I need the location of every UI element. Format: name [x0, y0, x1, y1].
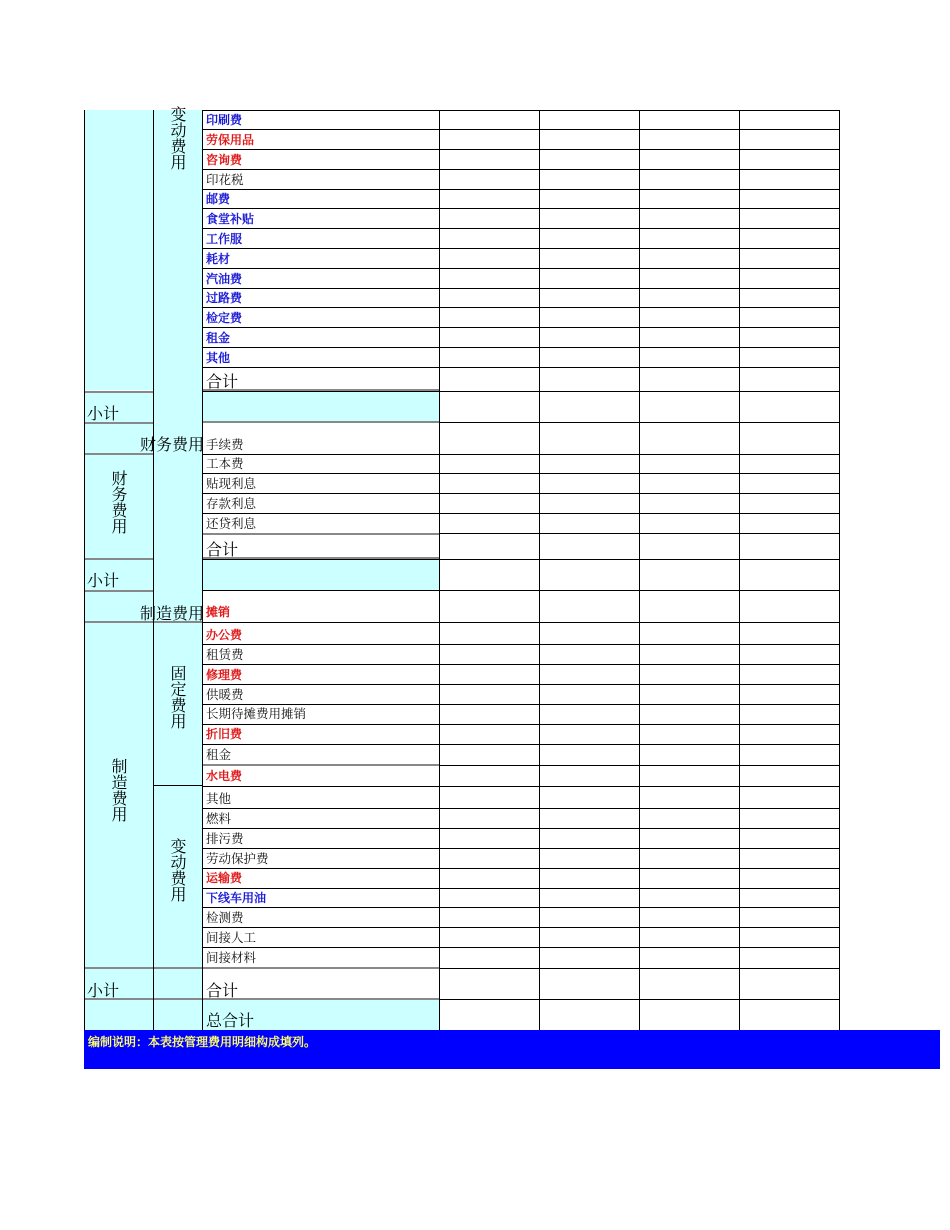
mfg-variable-item: 间接材料 [206, 950, 257, 965]
mfg-fixed-item: 水电费 [206, 769, 243, 783]
grid-hline [202, 454, 840, 455]
grid-hline [202, 907, 840, 908]
grid-hline [202, 248, 840, 249]
grid-hline [202, 208, 840, 209]
admin-item: 劳保用品 [206, 133, 255, 147]
grid-hline [202, 493, 840, 494]
grid-vline [84, 110, 85, 1030]
admin-item: 邮费 [206, 192, 231, 206]
grid-vline [739, 110, 740, 1030]
grid-hline [84, 967, 153, 969]
finance-side-label: 财务费用 [109, 470, 128, 534]
mfg-fixed-item: 供暖费 [206, 687, 244, 702]
mfg-variable-item: 下线车用油 [206, 891, 267, 905]
grid-hline [84, 558, 153, 560]
admin-item: 食堂补贴 [206, 212, 255, 226]
grid-vline [439, 110, 440, 1030]
mfg-variable-label: 变动费用 [168, 838, 187, 902]
grid-hline [202, 967, 439, 969]
left-cyan-col-top [84, 110, 153, 390]
mfg-fixed-item: 修理费 [206, 668, 243, 682]
mfg-fixed-item: 租赁费 [206, 647, 244, 662]
finance-header-label: 财务费用 [140, 435, 205, 454]
grid-hline [202, 559, 840, 560]
grid-hline [202, 473, 840, 474]
grid-vline [639, 110, 640, 1030]
mfg-header-item: 摊销 [206, 605, 231, 619]
grid-hline [202, 744, 840, 745]
mfg-fixed-item: 折旧费 [206, 727, 243, 741]
mfg-header-label: 制造费用 [140, 604, 205, 623]
grid-hline [202, 129, 840, 130]
finance-subtotal-label: 小计 [87, 571, 120, 590]
admin-item: 过路费 [206, 291, 243, 305]
grid-hline [202, 704, 840, 705]
mfg-variable-item: 其他 [206, 791, 232, 806]
grid-hline [202, 110, 840, 111]
grand-total-label: 总合计 [206, 1011, 255, 1030]
grid-hline [153, 785, 202, 786]
finance-item: 存款利息 [206, 496, 257, 511]
finance-item: 工本费 [206, 456, 244, 471]
mfg-fixed-label: 固定费用 [168, 665, 187, 729]
grid-hline [202, 888, 840, 889]
grid-hline [202, 288, 840, 289]
grid-hline [202, 421, 439, 423]
admin-variable-label: 变动费用 [168, 106, 187, 170]
grid-hline [202, 622, 840, 623]
footer-note-bar [84, 1030, 940, 1069]
admin-total-label: 合计 [206, 372, 239, 391]
grid-hline [202, 513, 840, 514]
admin-item: 工作服 [206, 232, 243, 246]
footer-note-text: 编制说明：本表按管理费用明细构成填列。 [88, 1035, 317, 1049]
admin-item: 咨询费 [206, 153, 243, 167]
mfg-variable-item: 运输费 [206, 871, 243, 885]
grid-hline [202, 391, 840, 392]
grid-hline [202, 808, 840, 809]
mfg-subtotal-label: 小计 [87, 981, 120, 1000]
grid-hline [202, 347, 840, 348]
mfg-side-label: 制造费用 [109, 758, 128, 822]
mfg-fixed-item: 办公费 [206, 628, 243, 642]
grid-vline [539, 110, 540, 1030]
grid-hline [202, 307, 840, 308]
grid-hline [202, 868, 840, 869]
grid-hline [202, 327, 840, 328]
finance-item: 贴现利息 [206, 476, 257, 491]
mfg-variable-item: 检测费 [206, 910, 244, 925]
grid-hline [202, 644, 840, 645]
grid-hline [153, 967, 202, 969]
finance-item: 还贷利息 [206, 516, 257, 531]
grid-hline [202, 189, 840, 190]
grid-hline [202, 149, 840, 150]
mfg-fixed-item: 长期待摊费用摊销 [206, 706, 307, 721]
grid-hline [202, 590, 840, 591]
finance-item: 手续费 [206, 437, 244, 452]
mfg-total-label: 合计 [206, 981, 239, 1000]
admin-item: 耗材 [206, 252, 231, 266]
grid-hline [202, 268, 840, 269]
admin-item: 印刷费 [206, 113, 243, 127]
grid-hline [202, 724, 840, 725]
grid-hline [202, 228, 840, 229]
grid-hline [202, 367, 840, 368]
grid-hline [202, 764, 439, 766]
admin-item: 租金 [206, 331, 231, 345]
admin-item: 印花税 [206, 172, 244, 187]
grid-hline [153, 998, 202, 1000]
mfg-variable-item: 排污费 [206, 831, 244, 846]
grid-hline [202, 684, 840, 685]
grid-hline [202, 169, 840, 170]
mfg-fixed-item: 租金 [206, 747, 232, 762]
finance-total-label: 合计 [206, 540, 239, 559]
grid-hline [202, 533, 439, 535]
grid-hline [84, 391, 153, 393]
mfg-variable-item: 间接人工 [206, 930, 257, 945]
grid-hline [202, 927, 840, 928]
grid-hline [202, 664, 840, 665]
grid-hline [202, 786, 840, 787]
admin-subtotal-label: 小计 [87, 404, 120, 423]
grid-vline [202, 110, 203, 1030]
admin-item: 检定费 [206, 311, 243, 325]
grid-hline [202, 848, 840, 849]
admin-item: 其他 [206, 351, 231, 365]
grid-hline [202, 828, 840, 829]
finance-subtotal-band [202, 559, 439, 590]
mfg-variable-item: 劳动保护费 [206, 851, 269, 866]
grid-hline [202, 947, 840, 948]
grid-vline [153, 110, 154, 1030]
admin-item: 汽油费 [206, 272, 243, 286]
grid-vline [839, 110, 840, 1030]
admin-subtotal-band [84, 391, 439, 423]
mfg-variable-item: 燃料 [206, 811, 232, 826]
